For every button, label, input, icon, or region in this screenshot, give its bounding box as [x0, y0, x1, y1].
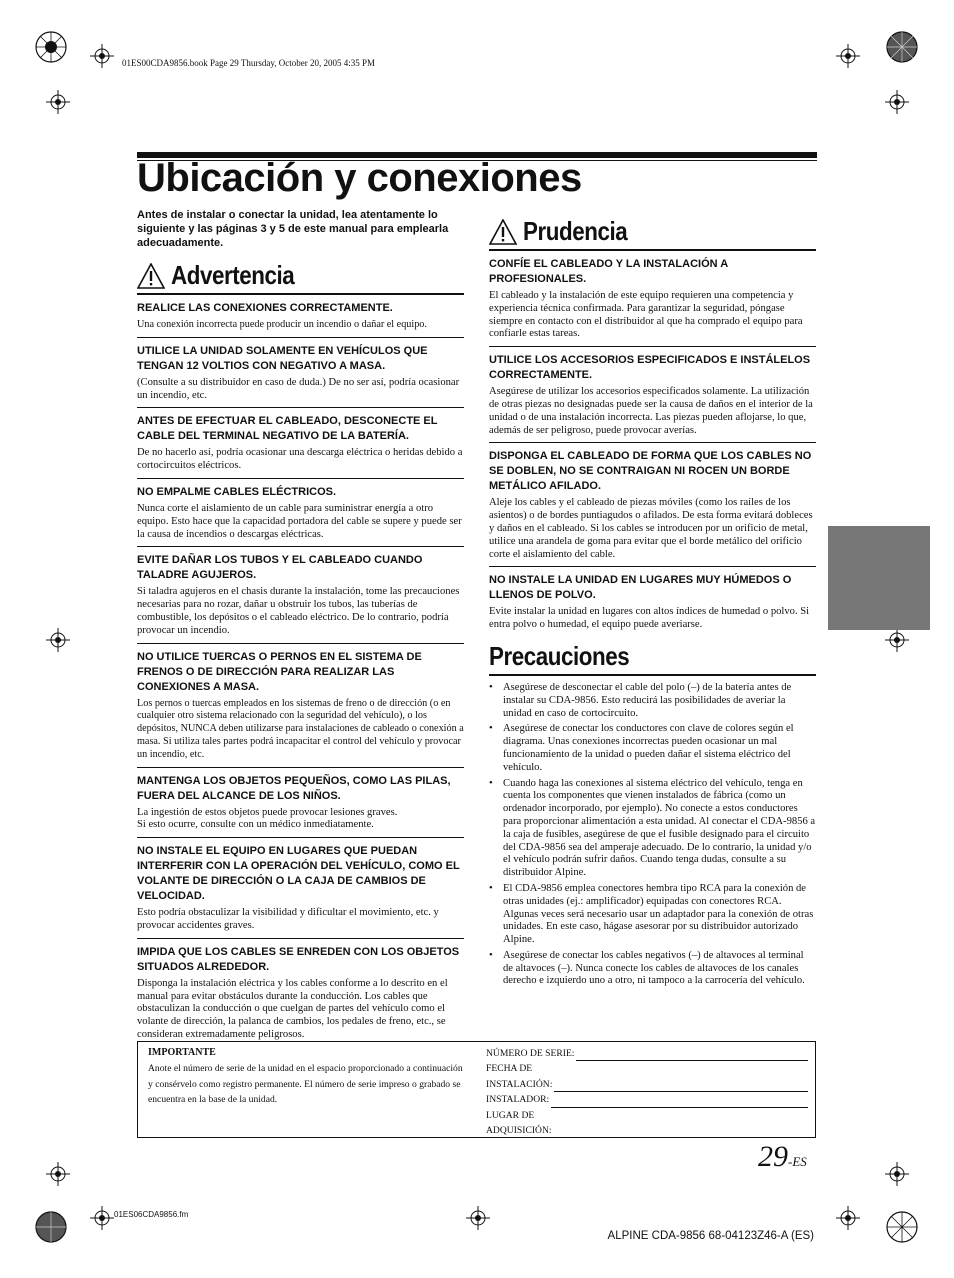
installation-date-label: INSTALACIÓN:: [486, 1078, 553, 1090]
crosshair-mark: [46, 1162, 70, 1186]
registration-fields: [486, 1046, 808, 1138]
caution-item-title: UTILICE LOS ACCESORIOS ESPECIFICADOS E INSTÁLELOS CORRECTAMENTE.: [489, 354, 811, 382]
crosshair-mark: [466, 1206, 490, 1230]
warning-item-body: Una conexión incorrecta puede producir un incendio o dañar el equipo.: [137, 319, 427, 330]
warning-item-title: NO INSTALE EL EQUIPO EN LUGARES QUE PUEDAN INTERFERIR CON LA OPERACIÓN DEL VEHÍCULO, COMO EL VOLANTE DE DIRECCIÓN O LA CAJA DE CAMBIOS DE VELOCIDAD.: [137, 845, 460, 903]
warning-item-body: Esto podría obstaculizar la visibilidad y dificultar el movimiento, etc. y provocar accidentes graves.: [137, 907, 439, 931]
crosshair-mark: [885, 628, 909, 652]
page-number: [758, 1140, 807, 1174]
crosshair-mark: [885, 90, 909, 114]
crosshair-mark: [836, 1206, 860, 1230]
registration-circle-mark: [34, 1210, 68, 1244]
warning-item: [137, 644, 464, 768]
warning-triangle-icon: [137, 263, 165, 289]
warning-item-body: Nunca corte el aislamiento de un cable para suministrar energía a otro equipo. Esto hace que la capacidad portadora del cable se supere y puede ser la causa de incendios o descargas eléctricas.: [137, 502, 462, 540]
importante-note: [148, 1046, 466, 1108]
advertencia-title: Advertencia: [171, 260, 295, 290]
warning-item-body: Si taladra agujeros en el chasis durante la instalación, tome las precauciones necesarias para no rozar, dañar u obstruir los tubos, las tuberías de combustible, los depósitos o el cableado eléctrico. De lo contrario, podría provocar un incendio.: [137, 586, 460, 636]
purchase-place-line[interactable]: [554, 1126, 808, 1138]
advertencia-heading: [137, 260, 464, 295]
warning-item: [137, 939, 464, 1047]
caution-item: [489, 443, 816, 567]
warning-item-title: NO UTILICE TUERCAS O PERNOS EN EL SISTEMA DE FRENOS O DE DIRECCIÓN PARA REALIZAR LAS CONEXIONES A MASA.: [137, 650, 422, 693]
serial-number-field[interactable]: [486, 1046, 808, 1061]
warning-item-title: ANTES DE EFECTUAR EL CABLEADO, DESCONECTE EL CABLE DEL TERMINAL NEGATIVO DE LA BATERÍA.: [137, 415, 438, 443]
page-title: Ubicación y conexiones: [137, 156, 582, 200]
importante-box: [137, 1041, 816, 1138]
crosshair-mark: [46, 628, 70, 652]
fecha-label: FECHA DE: [486, 1063, 533, 1075]
warning-item-body: De no hacerlo así, podría ocasionar una descarga eléctrica o heridas debido a cortocircuitos eléctricos.: [137, 447, 463, 472]
installation-date-field[interactable]: [486, 1077, 808, 1092]
crosshair-mark: [46, 90, 70, 114]
warning-item: [137, 547, 464, 643]
warning-triangle-icon: [489, 219, 517, 245]
registration-circle-mark: [885, 1210, 919, 1244]
warning-item-body: (Consulte a su distribuidor en caso de duda.) De no ser así, podría ocasionar un incendio, etc.: [137, 376, 460, 401]
crosshair-mark: [885, 1162, 909, 1186]
crosshair-mark: [836, 44, 860, 68]
warning-item-title: MANTENGA LOS OBJETOS PEQUEÑOS, COMO LAS PILAS, FUERA DEL ALCANCE DE LOS NIÑOS.: [137, 774, 451, 802]
warning-item-body: La ingestión de estos objetos puede provocar lesiones graves.: [137, 806, 398, 818]
caution-item-title: DISPONGA EL CABLEADO DE FORMA QUE LOS CABLES NO SE DOBLEN, NO SE CONTRAIGAN NI ROCEN UN BORDE METÁLICO AFILADO.: [489, 450, 812, 493]
installer-label: INSTALADOR:: [486, 1094, 550, 1106]
caution-item-body: Asegúrese de utilizar los accesorios especificados solamente. La utilización de otras piezas no designadas puede ser la causa de daños en el interior de la unidad o de una instalación incorrecta. Las piezas pueden aflojarse, lo que, además de ser peligroso, puede provocar averías.: [489, 386, 813, 436]
warning-item-title: EVITE DAÑAR LOS TUBOS Y EL CABLEADO CUANDO TALADRE AGUJEROS.: [137, 554, 423, 582]
warning-item-title: REALICE LAS CONEXIONES CORRECTAMENTE.: [137, 302, 393, 314]
purchase-place-label: ADQUISICIÓN:: [486, 1125, 552, 1137]
warning-item-title: NO EMPALME CABLES ELÉCTRICOS.: [137, 485, 337, 498]
precauciones-title: Precauciones: [489, 640, 630, 671]
list-item: • Cuando haga las conexiones al sistema eléctrico del vehículo, tenga en cuenta los componentes que vienen instalados de fábrica (como un ordenador incorporado, por ejemplo). No conecte a estos conductores para proporcionar alimentación a esta unidad. Al conectar el CDA-9856 a la caja de fusibles, asegúrese de que el fusible designado para el circuito del CDA-9856 sea del amperaje adecuado. De lo contrario, la unidad y/o el vehículo podrán sufrir daños. Cuando tenga dudas, consulte a su distribuidor Alpine.: [489, 778, 816, 880]
prudencia-heading: [489, 216, 816, 251]
section-tab: [828, 526, 930, 630]
warning-item: [137, 338, 464, 409]
warning-item: [137, 768, 464, 839]
right-column: [489, 216, 816, 991]
registration-circle-mark: [34, 30, 68, 64]
page-number-value: 29: [758, 1140, 788, 1173]
lugar-label: LUGAR DE: [486, 1109, 535, 1121]
prudencia-title: Prudencia: [523, 216, 628, 246]
book-header-line: 01ES00CDA9856.book Page 29 Thursday, October 20, 2005 4:35 PM: [122, 58, 375, 68]
list-item: • El CDA-9856 emplea conectores hembra tipo RCA para la conexión de otras unidades (ej.: amplificador) equipadas con conectores RCA. Algunas veces será necesario usar un adaptador para la conexión de otras unidades. En este caso, hágase asesorar por su distribuidor autorizado Alpine.: [489, 883, 816, 947]
serial-number-label: NÚMERO DE SERIE:: [486, 1048, 575, 1059]
precauciones-list: [489, 682, 816, 988]
registration-circle-mark: [885, 30, 919, 64]
caution-item-title: CONFÍE EL CABLEADO Y LA INSTALACIÓN A PROFESIONALES.: [489, 258, 728, 285]
crosshair-mark: [90, 44, 114, 68]
caution-item-body: El cableado y la instalación de este equipo requieren una competencia y experiencia técnica confirmada. Para garantizar la seguridad, póngase siempre en contacto con el distribuidor al que ha comprado el equipo para confiarle estas tareas.: [489, 290, 803, 340]
caution-item: [489, 567, 816, 637]
installer-line[interactable]: [551, 1096, 808, 1108]
warning-item-title: IMPIDA QUE LOS CABLES SE ENREDEN CON LOS OBJETOS SITUADOS ALREDEDOR.: [137, 945, 460, 973]
intro-text: Antes de instalar o conectar la unidad, lea atentamente lo siguiente y las páginas 3 y 5 de este manual para emplearla adecuadamente.: [137, 209, 449, 249]
warning-item: [137, 408, 464, 479]
installer-field[interactable]: [486, 1092, 808, 1107]
caution-item: [489, 347, 816, 443]
purchase-place-field[interactable]: [486, 1123, 808, 1138]
warning-item-body: Los pernos o tuercas empleados en los sistemas de freno o de dirección (o en cualquier otro sistema relacionado con la seguridad del vehículo), o los depósitos, NUNCA deben utilizarse para instalaciones de cableado o conexión a masa. Si utiliza tales partes podrá incapacitar el control del vehículo y provocar un incendio, etc.: [137, 697, 464, 760]
crosshair-mark: [90, 1206, 114, 1230]
installation-date-line[interactable]: [554, 1080, 808, 1092]
warning-item: [137, 479, 464, 547]
caution-item-title: NO INSTALE LA UNIDAD EN LUGARES MUY HÚMEDOS O LLENOS DE POLVO.: [489, 574, 792, 602]
warning-item-body: Disponga la instalación eléctrica y los cables conforme a lo descrito en el manual para evitar obstáculos durante la conducción. Los cables que obstaculizan la conducción o que cuelgan de partes del vehículo como el volante de dirección, la palanca de cambios, los pedales de freno, etc., se consideran extremadamente peligrosos.: [137, 977, 448, 1040]
caution-item-body: Aleje los cables y el cableado de piezas móviles (como los raíles de los asientos) o de bordes puntiagudos o afilados. De esta forma evitará dobleces y daños en el cableado. Si los cables se introducen por un orificio de metal, utilice una arandela de goma para evitar que el borde metálico del orificio corte el aislamiento del cable.: [489, 497, 813, 560]
precauciones-heading: [489, 641, 816, 676]
footer-filename: 01ES06CDA9856.fm: [114, 1210, 189, 1219]
caution-item-body: Evite instalar la unidad en lugares con altos índices de humedad o polvo. Si entra polvo o humedad, el equipo puede averiarse.: [489, 606, 810, 631]
importante-body: Anote el número de serie de la unidad en el espacio proporcionado a continuación y consérvelo como registro permanente. El número de serie impreso o grabado se encuentra en la base de la unidad.: [148, 1063, 463, 1105]
warning-item: [137, 295, 464, 338]
list-item: • Asegúrese de conectar los conductores con clave de colores según el diagrama. Unas conexiones incorrectas pueden ocasionar un mal funcionamiento de la unidad o pueden dañar el sistema eléctrico del vehículo.: [489, 723, 816, 774]
list-item: • Asegúrese de conectar los cables negativos (–) de altavoces al terminal de altavoces (–). Nunca conecte los cables de altavoces de los canales derecho e izquierdo uno a otro, ni tampoco a la carrocería del vehículo.: [489, 950, 816, 988]
list-item: • Asegúrese de desconectar el cable del polo (–) de la batería antes de instalar su CDA-9856. Esto reducirá las posibilidades de averiar la unidad en caso de cortocircuito.: [489, 682, 816, 720]
warning-item-title: UTILICE LA UNIDAD SOLAMENTE EN VEHÍCULOS QUE TENGAN 12 VOLTIOS CON NEGATIVO A MASA.: [137, 344, 428, 372]
serial-number-line[interactable]: [576, 1049, 808, 1061]
warning-item-body-extra: Si esto ocurre, consulte con un médico inmediatamente.: [137, 819, 374, 831]
importante-title: IMPORTANTE: [148, 1047, 216, 1058]
left-column: [137, 208, 464, 1047]
warning-item: [137, 838, 464, 939]
caution-item: [489, 251, 816, 347]
page-language-suffix: -ES: [788, 1154, 807, 1169]
footer-model: ALPINE CDA-9856 68-04123Z46-A (ES): [607, 1230, 814, 1242]
